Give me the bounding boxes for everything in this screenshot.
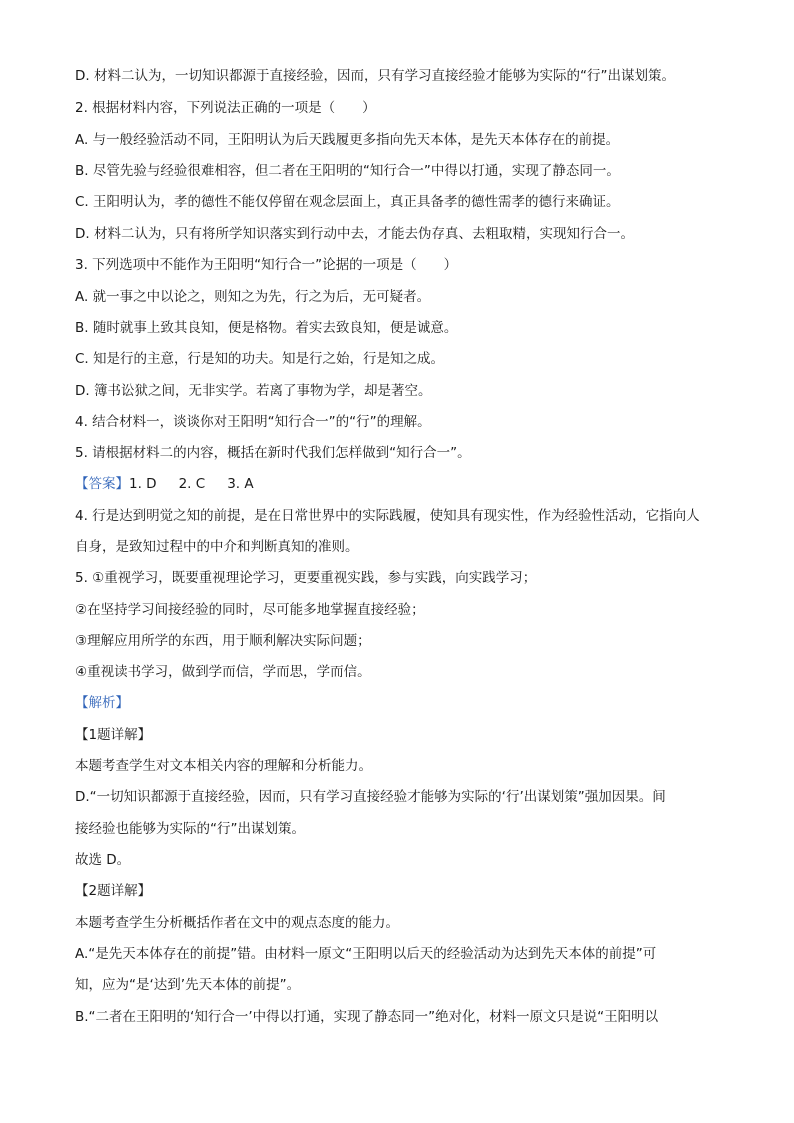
detail-2-intro: 本题考查学生分析概括作者在文中的观点态度的能力。 [75, 915, 399, 931]
question-4: 4. 结合材料一，谈谈你对王阳明“知行合一”的“行”的理解。 [75, 414, 431, 430]
answer-4-line-1: 4. 行是达到明觉之知的前提，是在日常世界中的实际践履，使知具有现实性，作为经验性活动，它指向人 [75, 508, 700, 524]
answer-3: 3. A [227, 476, 254, 492]
answer-2: 2. C [178, 476, 206, 492]
detail-2-a-line-2: 知，应为“是‘达到’先天本体的前提”。 [75, 977, 301, 993]
option-d-q1: D. 材料二认为，一切知识都源于直接经验，因而，只有学习直接经验才能够为实际的“行”出谋划策。 [75, 68, 675, 84]
analysis-heading: 【解析】 [75, 695, 129, 711]
answer-5-point-3: ③理解应用所学的东西，用于顺利解决实际问题； [75, 633, 371, 649]
detail-2-b-line-1: B.“二者在王阳明的‘知行合一’中得以打通，实现了静态同一”绝对化，材料一原文只是说“王阳明以 [75, 1009, 659, 1025]
detail-1-para-line-2: 接经验也能够为实际的“行”出谋划策。 [75, 821, 305, 837]
question-2: 2. 根据材料内容，下列说法正确的一项是（ ） [75, 100, 376, 116]
answer-line [75, 475, 725, 493]
detail-2-a-line-1: A.“是先天本体存在的前提”错。由材料一原文“王阳明以后天的经验活动为达到先天本体的前提”可 [75, 946, 657, 962]
option-c-q3: C. 知是行的主意，行是知的功夫。知是行之始，行是知之成。 [75, 351, 445, 367]
answer-5-point-1: 5. ①重视学习，既要重视理论学习，更要重视实践，参与实践，向实践学习； [75, 570, 537, 586]
option-a-q2: A. 与一般经验活动不同，王阳明认为后天践履更多指向先天本体，是先天本体存在的前提。 [75, 132, 620, 148]
answer-5-point-2: ②在坚持学习间接经验的同时，尽可能多地掌握直接经验； [75, 602, 425, 618]
answer-1: 1. D [129, 476, 157, 492]
detail-1-intro: 本题考查学生对文本相关内容的理解和分析能力。 [75, 758, 372, 774]
option-a-q3: A. 就一事之中以论之，则知之为先，行之为后，无可疑者。 [75, 289, 431, 305]
answer-label: 【答案】 [75, 476, 129, 492]
detail-1-heading: 【1题详解】 [75, 727, 152, 743]
answer-5-point-4: ④重视读书学习，做到学而信，学而思，学而信。 [75, 664, 371, 680]
question-3: 3. 下列选项中不能作为王阳明“知行合一”论据的一项是（ ） [75, 257, 458, 273]
option-d-q3: D. 簿书讼狱之间，无非实学。若离了事物为学，却是著空。 [75, 383, 432, 399]
option-b-q3: B. 随时就事上致其良知，便是格物。着实去致良知，便是诚意。 [75, 320, 458, 336]
detail-2-heading: 【2题详解】 [75, 883, 152, 899]
option-c-q2: C. 王阳明认为，孝的德性不能仅停留在观念层面上，真正具备孝的德性需孝的德行来确证。 [75, 194, 620, 210]
answer-4-line-2: 自身，是致知过程中的中介和判断真知的准则。 [75, 539, 359, 555]
option-b-q2: B. 尽管先验与经验很难相容，但二者在王阳明的“知行合一”中得以打通，实现了静态同一。 [75, 163, 620, 179]
detail-1-choice: 故选 D。 [75, 852, 131, 868]
question-5: 5. 请根据材料二的内容，概括在新时代我们怎样做到“知行合一”。 [75, 445, 471, 461]
option-d-q2: D. 材料二认为，只有将所学知识落实到行动中去，才能去伪存真、去粗取精，实现知行合一。 [75, 226, 634, 242]
detail-1-para-line-1: D.“一切知识都源于直接经验，因而，只有学习直接经验才能够为实际的‘行’出谋划策”强加因果。间 [75, 789, 666, 805]
